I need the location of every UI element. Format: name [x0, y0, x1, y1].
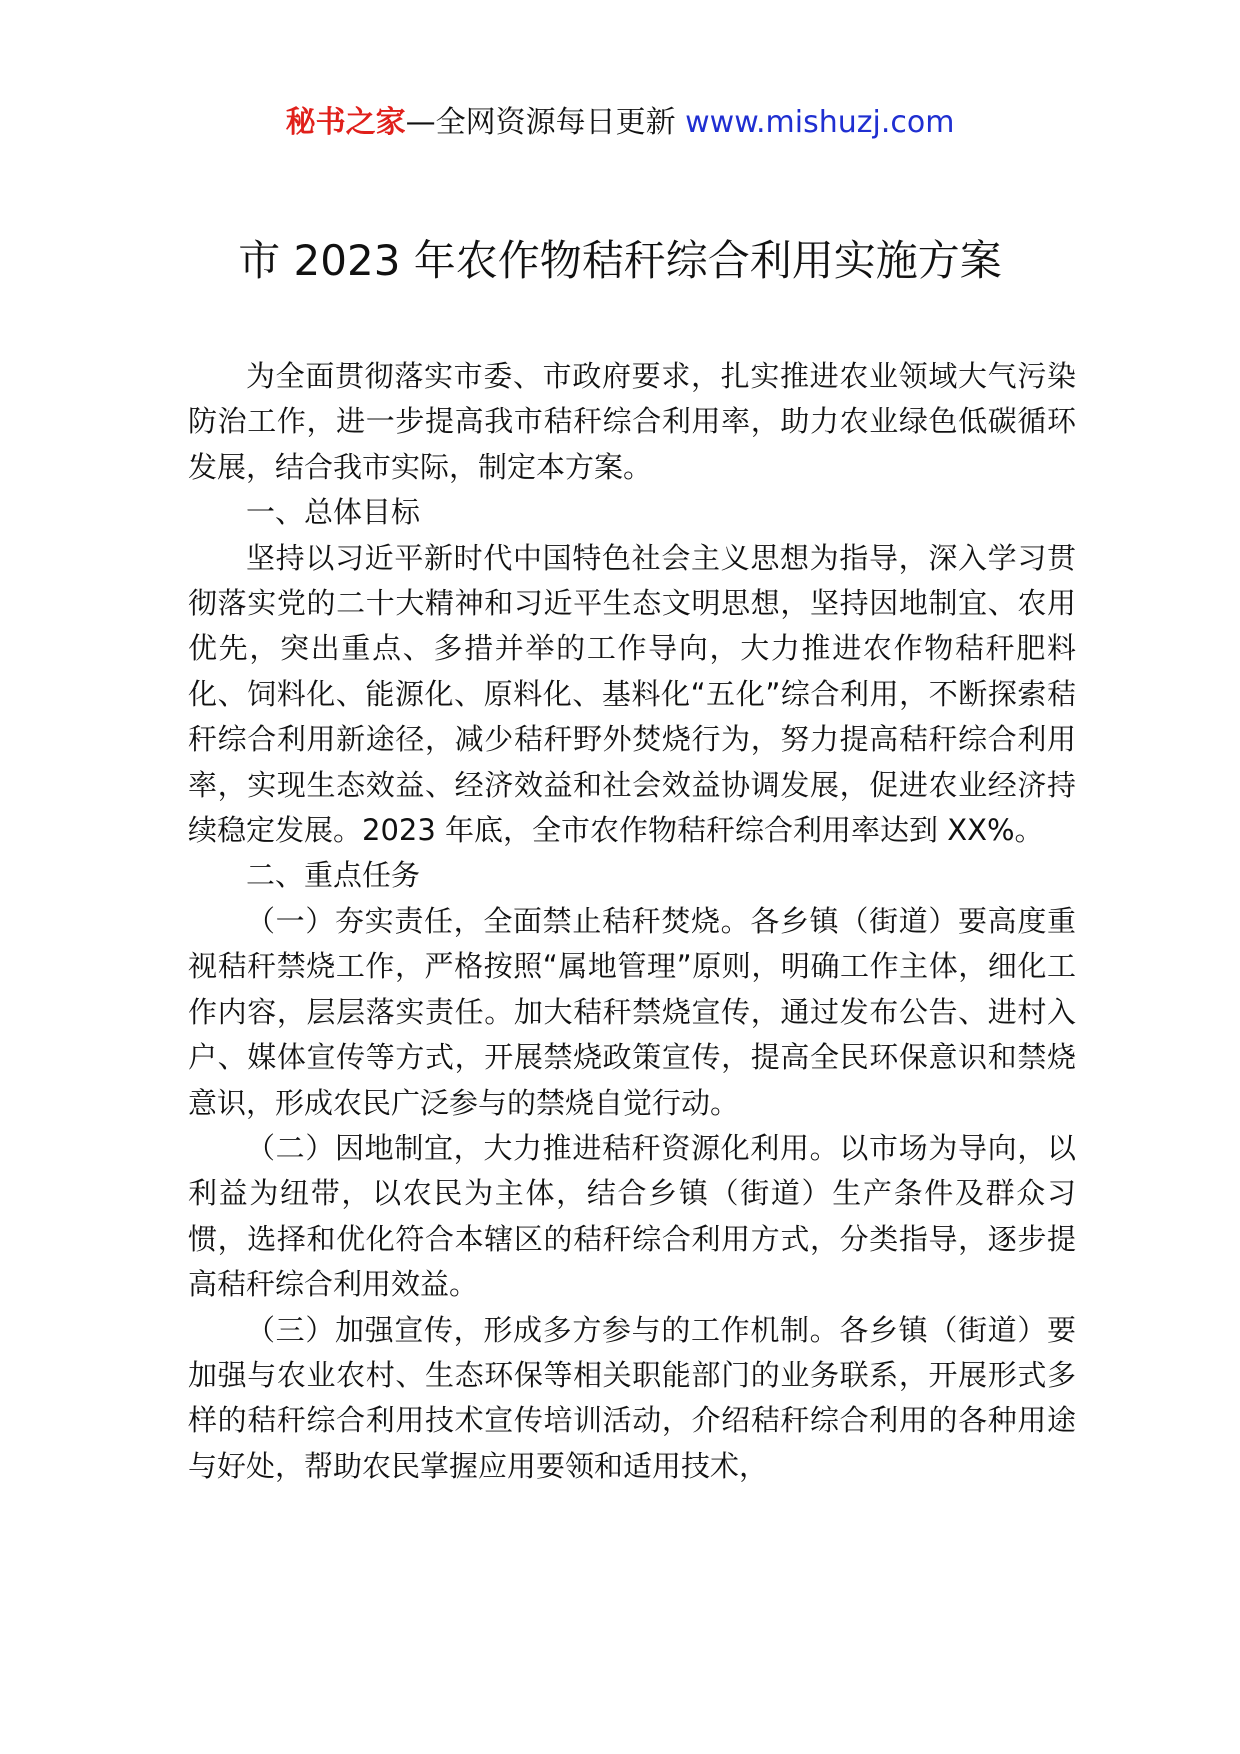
site-url-link[interactable]: www.mishuzj.com [685, 105, 955, 140]
document-title: 市 2023 年农作物秸秆综合利用实施方案 [238, 236, 1002, 285]
task-1-paragraph: （一）夯实责任，全面禁止秸秆焚烧。各乡镇（街道）要高度重视秸秆禁烧工作，严格按照“属地管理”原则，明确工作主体，细化工作内容，层层落实责任。加大秸秆禁烧宣传，通过发布公告、进村入户、媒体宣传等方式，开展禁烧政策宣传，提高全民环保意识和禁烧意识，形成农民广泛参与的禁烧自觉行动。 [188, 903, 1076, 1120]
site-brand: 秘书之家 [285, 105, 406, 140]
overall-goal-paragraph: 坚持以习近平新时代中国特色社会主义思想为指导，深入学习贯彻落实党的二十大精神和习近平生态文明思想，坚持因地制宜、农用优先，突出重点、多措并举的工作导向，大力推进农作物秸秆肥料化、饲料化、能源化、原料化、基料化“五化”综合利用，不断探索秸秆综合利用新途径，减少秸秆野外焚烧行为，努力提高秸秆综合利用率，实现生态效益、经济效益和社会效益协调发展，促进农业经济持续稳定发展。2023 年底，全市农作物秸秆综合利用率达到 XX%。 [188, 540, 1076, 848]
task-2-paragraph: （二）因地制宜，大力推进秸秆资源化利用。以市场为导向，以利益为纽带，以农民为主体，结合乡镇（街道）生产条件及群众习惯，选择和优化符合本辖区的秸秆综合利用方式，分类指导，逐步提高秸秆综合利用效益。 [188, 1130, 1076, 1302]
site-slogan: —全网资源每日更新 [405, 105, 676, 140]
site-header [0, 100, 1240, 146]
section-heading-key-tasks: 二、重点任务 [246, 858, 421, 893]
document-body [188, 354, 1076, 1489]
task-3-paragraph: （三）加强宣传，形成多方参与的工作机制。各乡镇（街道）要加强与农业农村、生态环保等相关职能部门的业务联系，开展形式多样的秸秆综合利用技术宣传培训活动，介绍秸秆综合利用的各种用途与好处，帮助农民掌握应用要领和适用技术， [188, 1312, 1076, 1483]
intro-paragraph: 为全面贯彻落实市委、市政府要求，扎实推进农业领域大气污染防治工作，进一步提高我市秸秆综合利用率，助力农业绿色低碳循环发展，结合我市实际，制定本方案。 [188, 359, 1076, 484]
section-heading-overall-goal: 一、总体目标 [246, 495, 421, 530]
